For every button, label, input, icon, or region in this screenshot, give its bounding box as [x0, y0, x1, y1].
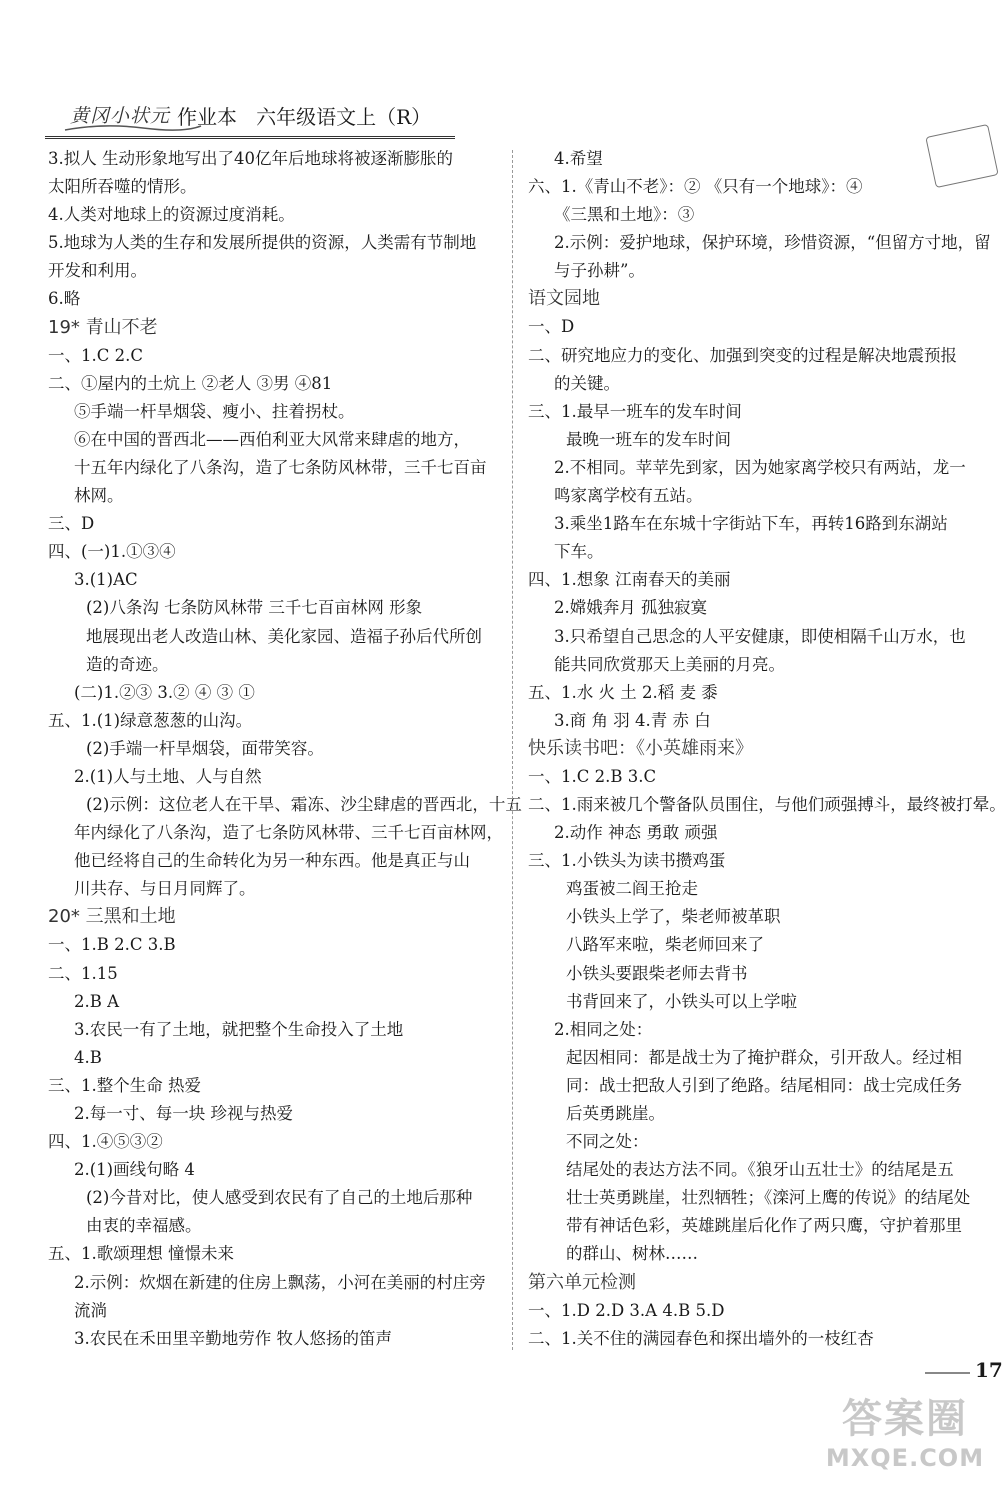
answer-line: 带有神话色彩，英雄跳崖后化作了两只鹰，守护着那里 [566, 1216, 962, 1236]
answer-line: 2.B A [74, 991, 120, 1011]
answer-line: 四、(一)1.①③④ [48, 542, 176, 562]
site-watermark [820, 1395, 990, 1490]
header-divider [45, 134, 455, 139]
answer-line: 同：战士把敌人引到了绝路。结尾相同：战士完成任务 [566, 1075, 962, 1095]
answer-column-left [48, 145, 522, 1353]
answer-line: 3.(1)AC [74, 570, 138, 590]
answer-line: ⑥在中国的晋西北——西伯利亚大风常来肆虐的地方， [74, 429, 470, 449]
answer-line: 鸣家离学校有五站。 [554, 486, 703, 506]
answer-line: 太阳所吞噬的情形。 [48, 177, 197, 197]
book-title: 作业本 六年级语文上（R） [177, 105, 432, 129]
answer-line: 2.示例：爱护地球，保护环境，珍惜资源，“但留方寸地，留 [554, 233, 991, 253]
section-heading: 19* 青山不老 [48, 316, 158, 338]
answer-column-right [528, 145, 1006, 1353]
answer-line: 二、①屋内的土炕上 ②老人 ③男 ④81 [48, 373, 333, 393]
answer-line: 川共存、与日月同辉了。 [74, 879, 256, 899]
answer-line: 四、1.想象 江南春天的美丽 [528, 570, 731, 590]
answer-line: 2.嫦娥奔月 孤独寂寞 [554, 598, 707, 618]
answer-line: 4.B [74, 1047, 102, 1067]
answer-line: 林网。 [74, 486, 124, 506]
answer-line: 能共同欣赏那天上美丽的月亮。 [554, 654, 785, 674]
answer-line: 壮士英勇跳崖，壮烈牺牲；《滦河上鹰的传说》的结尾处 [566, 1188, 971, 1208]
answer-line: 三、1.整个生命 热爱 [48, 1075, 201, 1095]
answer-line: 造的奇迹。 [86, 654, 169, 674]
answer-line: 下车。 [554, 542, 604, 562]
page-number: 17 [975, 1358, 1003, 1382]
answer-line: 2.每一寸、每一块 珍视与热爱 [74, 1104, 293, 1123]
answer-line: 4.希望 [554, 149, 603, 168]
section-heading: 快乐读书吧：《小英雄雨来》 [528, 737, 753, 759]
answer-line: 开发和利用。 [48, 261, 147, 281]
answer-line: 地展现出老人改造山林、美化家园、造福子孙后代所创 [86, 626, 482, 646]
answer-line: (二)1.②③ 3.② ④ ③ ① [74, 682, 255, 702]
answer-line: 3.农民在禾田里辛勤地劳作 牧人悠扬的笛声 [74, 1328, 392, 1348]
answer-line: 六、1.《青山不老》：② 《只有一个地球》：④ [528, 177, 863, 197]
answer-line: 二、1.关不住的满园春色和探出墙外的一枝红杏 [528, 1328, 874, 1348]
answer-line: 3.商 角 羽 4.青 赤 白 [554, 710, 711, 730]
answer-line: 一、1.C 2.B 3.C [528, 766, 657, 786]
answer-line: 6.略 [48, 289, 81, 309]
answer-line: 3.农民一有了土地，就把整个生命投入了土地 [74, 1019, 404, 1039]
page-header [45, 95, 455, 135]
answer-line: 鸡蛋被二阎王抢走 [566, 879, 698, 899]
answer-line: 3.只希望自己思念的人平安健康，即使相隔千山万水，也 [554, 626, 966, 646]
answer-line: 三、1.最早一班车的发车时间 [528, 401, 742, 421]
answer-line: 3.拟人 生动形象地写出了40亿年后地球将被逐渐膨胀的 [48, 149, 453, 168]
answer-line: 起因相同：都是战士为了掩护群众，引开敌人。经过相 [566, 1047, 962, 1067]
answer-line: 2.(1)人与土地、人与自然 [74, 766, 262, 786]
answer-line: 三、1.小铁头为读书攒鸡蛋 [528, 851, 726, 871]
answer-line: 2.相同之处： [554, 1019, 653, 1039]
answer-line: 二、1.15 [48, 963, 118, 983]
answer-line: 《三黑和土地》：③ [554, 205, 695, 225]
answer-line: 小铁头上学了，柴老师被革职 [566, 907, 781, 927]
answer-line: 由衷的幸福感。 [86, 1216, 202, 1236]
answer-line: 与子孙耕”。 [554, 261, 645, 281]
column-divider [512, 150, 513, 1350]
answer-line: 五、1.歌颂理想 憧憬未来 [48, 1244, 234, 1264]
section-heading: 20* 三黑和土地 [48, 906, 176, 928]
answer-line: 3.乘坐1路车在东城十字街站下车，再转16路到东湖站 [554, 514, 948, 534]
answer-line: 2.动作 神态 勇敢 顽强 [554, 823, 718, 843]
answer-line: (2)八条沟 七条防风林带 三千七百亩林网 形象 [86, 598, 423, 618]
answer-line: 八路军来啦，柴老师回来了 [566, 935, 764, 955]
answer-line: 一、D [528, 317, 575, 337]
answer-line: 结尾处的表达方法不同。《狼牙山五壮士》的结尾是五 [566, 1160, 954, 1180]
answer-line: 最晚一班车的发车时间 [566, 429, 731, 449]
section-heading: 语文园地 [528, 288, 600, 310]
answer-line: 2.示例：炊烟在新建的住房上飘荡，小河在美丽的村庄旁 [74, 1272, 486, 1292]
answer-line: 一、1.B 2.C 3.B [48, 935, 176, 955]
answer-line: 二、研究地应力的变化、加强到突变的过程是解决地震预报 [528, 345, 957, 365]
answer-line: ⑤手端一杆旱烟袋、瘦小、拄着拐杖。 [74, 401, 355, 421]
answer-line: 二、1.雨来被几个警备队员围住，与他们顽强搏斗，最终被打晕。 [528, 794, 1006, 814]
answer-line: 书背回来了，小铁头可以上学啦 [566, 991, 797, 1011]
answer-line: (2)示例：这位老人在干旱、霜冻、沙尘肆虐的晋西北，十五 [86, 795, 522, 815]
answer-line: 4.人类对地球上的资源过度消耗。 [48, 205, 295, 225]
answer-line: 一、1.C 2.C [48, 345, 143, 365]
page-number-rule [925, 1372, 970, 1374]
answer-line: 后英勇跳崖。 [566, 1104, 665, 1123]
answer-line: 一、1.D 2.D 3.A 4.B 5.D [528, 1300, 725, 1320]
answer-line: 不同之处： [566, 1132, 649, 1152]
answer-line: 五、1.(1)绿意葱葱的山沟。 [48, 710, 253, 730]
answer-line: 小铁头要跟柴老师去背书 [566, 963, 748, 983]
answer-line: 年内绿化了八条沟，造了七条防风林带、三千七百亩林网， [74, 823, 503, 843]
answer-line: 四、1.④⑤③② [48, 1132, 163, 1152]
answer-line: 流淌 [74, 1300, 107, 1320]
watermark-logo-text: 答案圈 [842, 1395, 968, 1442]
answer-line: (2)今昔对比，使人感受到农民有了自己的土地后那种 [86, 1188, 473, 1208]
answer-line: 2.不相同。苹苹先到家，因为她家离学校只有两站，龙一 [554, 457, 966, 477]
section-heading: 第六单元检测 [528, 1271, 636, 1293]
answer-line: (2)手端一杆旱烟袋，面带笑容。 [86, 738, 324, 758]
answer-line: 的群山、树林…… [566, 1244, 698, 1264]
answer-line: 的关键。 [554, 373, 620, 393]
answer-line: 十五年内绿化了八条沟，造了七条防风林带，三千七百亩 [74, 457, 487, 477]
answer-line: 2.(1)画线句略 4 [74, 1160, 195, 1180]
answer-line: 5.地球为人类的生存和发展所提供的资源，人类需有节制地 [48, 233, 477, 253]
watermark-url: MXQE.COM [825, 1444, 985, 1472]
answer-line: 五、1.水 火 土 2.稻 麦 黍 [528, 682, 718, 702]
answer-line: 三、D [48, 514, 95, 534]
answer-line: 他已经将自己的生命转化为另一种东西。他是真正与山 [74, 851, 470, 871]
brand-logo: 黄冈小状元 [70, 105, 171, 127]
